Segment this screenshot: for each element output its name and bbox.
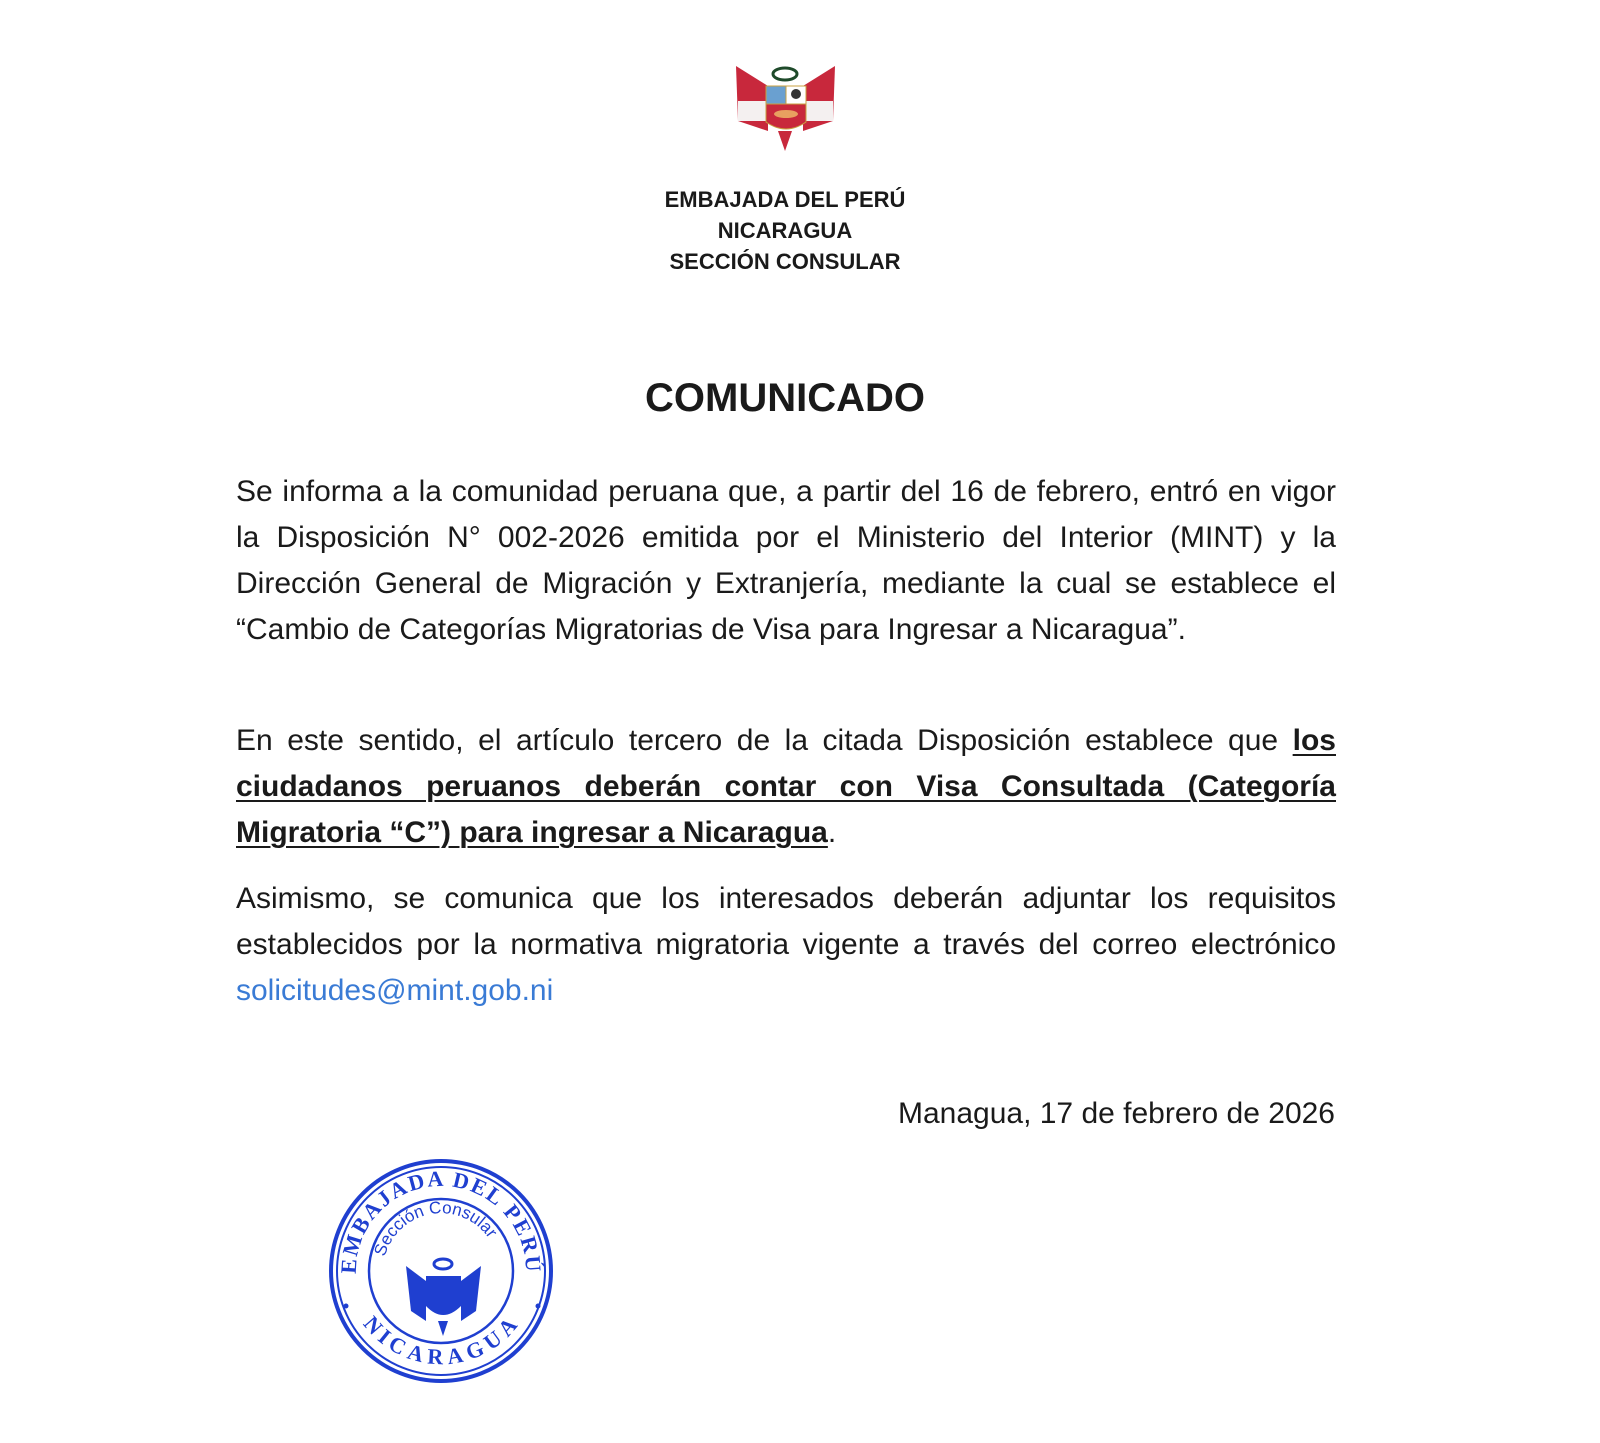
paragraph-1-text: Se informa a la comunidad peruana que, a partir del 16 de febrero, entró en vigor la Disposición N° 002-2026 emitida por el Ministerio del Interior (MINT) y la Dirección General de Migración y Extranjería, mediante la cual se establece el “Cambio de Categorías Migratorias de Visa para Ingresar a Nicaragua”. xyxy=(236,475,1336,646)
stamp-coat-of-arms-icon xyxy=(406,1259,481,1336)
header-line-3: SECCIÓN CONSULAR xyxy=(669,249,901,274)
stamp-inner-text: Sección Consular xyxy=(370,1197,502,1259)
date-line: Managua, 17 de febrero de 2026 xyxy=(897,1097,1335,1130)
paragraph-2-emphasis: los ciudadanos peruanos deberán contar con Visa Consultada (Categoría Migratoria “C”) para ingresar a Nicaragua xyxy=(236,724,1336,849)
header-line-1: EMBAJADA DEL PERÚ xyxy=(664,187,906,212)
paragraph-1 xyxy=(236,469,1336,653)
paragraph-3-start: Asimismo, se comunica que los interesados deberán adjuntar los requisitos establecidos por la normativa migratoria vigente a través del correo electrónico xyxy=(236,882,1336,961)
stamp-bottom-text: NICARAGUA xyxy=(358,1311,524,1370)
email-link[interactable]: solicitudes@mint.gob.ni xyxy=(236,974,554,1007)
svg-text:NICARAGUA xyxy=(359,1311,523,1369)
peru-coat-of-arms-icon xyxy=(728,56,843,156)
paragraph-2 xyxy=(236,718,1336,856)
embassy-header xyxy=(585,184,985,277)
paragraph-2-end: . xyxy=(827,816,837,849)
paragraph-2-start: En este sentido, el artículo tercero de la citada Disposición establece que xyxy=(236,724,1293,757)
stamp-top-text: EMBAJADA DEL PERÚ xyxy=(335,1165,547,1275)
header-line-2: NICARAGUA xyxy=(717,218,853,243)
paragraph-3 xyxy=(236,876,1336,1014)
document-title: COMUNICADO xyxy=(645,376,925,420)
consular-stamp xyxy=(326,1156,556,1386)
